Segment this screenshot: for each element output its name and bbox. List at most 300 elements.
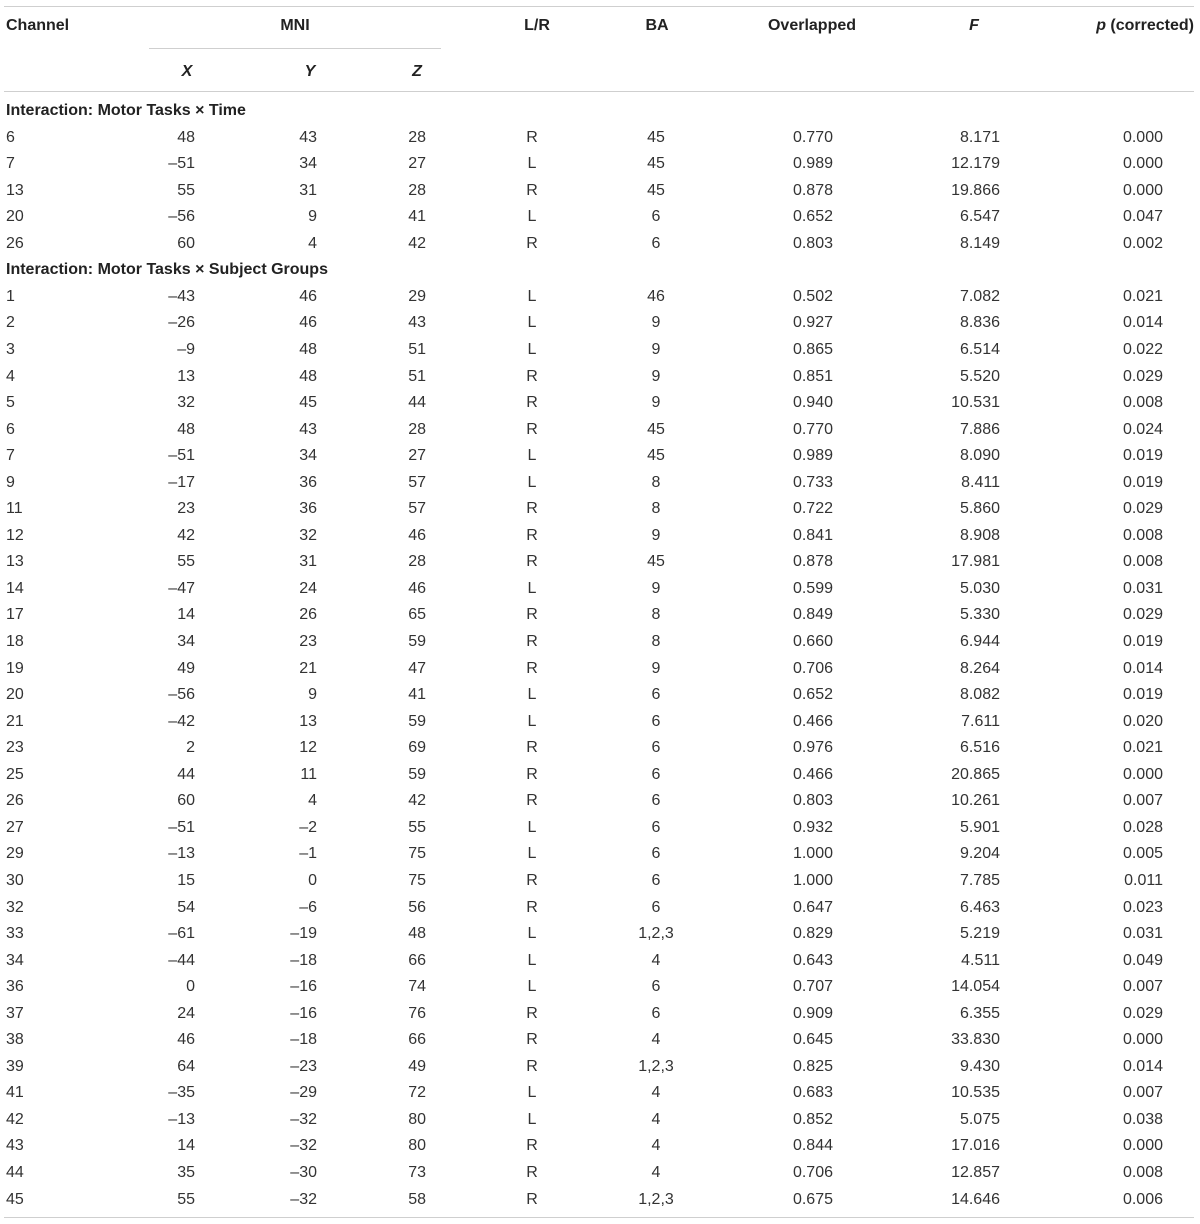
cell-overlapped: 0.909 [792,1004,833,1022]
cell-f: 8.264 [959,659,1000,677]
cell-overlapped: 0.722 [792,500,833,518]
cell-y: –16 [290,978,317,996]
cell-ba: 8 [651,473,661,491]
cell-lr: R [526,739,538,757]
cell-f: 8.411 [961,473,1000,491]
cell-lr: L [527,340,537,358]
cell-overlapped: 0.647 [792,898,833,916]
cell-channel: 36 [6,978,24,996]
cell-f: 10.535 [951,1084,1000,1102]
cell-ba: 1,2,3 [638,1057,674,1075]
cell-z: 51 [408,340,426,358]
cell-overlapped: 0.878 [792,553,833,571]
cell-lr: R [526,181,538,199]
cell-f: 8.149 [959,234,1000,252]
cell-z: 57 [408,500,426,518]
header-f: F [969,17,979,34]
cell-p: 0.021 [1122,287,1163,305]
cell-y: 24 [299,579,317,597]
cell-channel: 1 [6,287,15,305]
cell-channel: 38 [6,1031,24,1049]
cell-channel: 23 [6,739,24,757]
cell-x: 55 [177,181,195,199]
cell-lr: L [527,925,537,943]
cell-f: 12.179 [951,155,1000,173]
cell-z: 28 [408,553,426,571]
cell-p: 0.031 [1122,925,1163,943]
cell-ba: 6 [651,871,661,889]
cell-ba: 4 [651,1084,661,1102]
cell-y: 48 [299,340,317,358]
cell-z: 28 [408,420,426,438]
cell-y: –32 [290,1190,317,1208]
cell-lr: R [526,633,538,650]
cell-z: 59 [408,712,426,730]
cell-ba: 6 [651,234,661,252]
cell-p: 0.008 [1122,1164,1163,1181]
cell-f: 5.075 [959,1110,1000,1128]
cell-y: 43 [299,128,317,146]
cell-f: 6.514 [959,340,1000,358]
cell-overlapped: 0.803 [792,792,833,810]
cell-f: 4.511 [961,951,1000,969]
cell-y: 9 [308,208,317,226]
section-title: Interaction: Motor Tasks × Time [6,102,246,119]
cell-y: –18 [290,951,317,969]
cell-lr: R [526,394,538,412]
cell-y: –18 [290,1031,317,1049]
cell-ba: 6 [651,818,661,836]
cell-x: 60 [177,792,195,810]
cell-overlapped: 0.706 [792,659,833,677]
cell-channel: 41 [6,1084,24,1102]
cell-channel: 13 [6,553,24,571]
cell-overlapped: 0.706 [792,1164,833,1181]
cell-f: 8.836 [959,314,1000,332]
cell-lr: L [527,1084,537,1102]
cell-x: –47 [168,579,195,597]
cell-p: 0.029 [1122,606,1163,624]
cell-channel: 44 [6,1164,24,1181]
cell-y: –29 [290,1084,317,1102]
cell-z: 42 [408,234,426,252]
cell-lr: R [526,1057,538,1075]
cell-overlapped: 0.707 [792,978,833,996]
cell-z: 59 [408,765,426,783]
cell-overlapped: 0.502 [792,287,833,305]
cell-x: –51 [168,447,195,465]
cell-ba: 1,2,3 [638,1190,674,1208]
cell-z: 28 [408,128,426,146]
cell-z: 76 [408,1004,426,1022]
cell-lr: R [526,659,538,677]
cell-z: 43 [408,314,426,332]
cell-x: 60 [177,234,195,252]
cell-x: –51 [168,818,195,836]
cell-x: 49 [177,659,195,677]
cell-ba: 9 [651,314,661,332]
cell-z: 41 [408,208,426,226]
cell-y: 36 [299,473,317,491]
cell-channel: 12 [6,526,24,544]
cell-lr: R [526,420,538,438]
cell-p: 0.028 [1122,818,1163,836]
cell-ba: 9 [651,659,661,677]
cell-y: 43 [299,420,317,438]
cell-overlapped: 0.643 [792,951,833,969]
cell-y: 48 [299,367,317,385]
cell-z: 44 [408,394,426,412]
cell-z: 27 [408,155,426,173]
cell-x: –17 [168,473,195,491]
cell-lr: R [526,898,538,916]
cell-ba: 9 [651,579,661,597]
cell-f: 5.030 [959,579,1000,597]
cell-lr: L [527,845,537,863]
cell-x: –56 [168,686,195,704]
cell-y: –2 [299,818,317,836]
cell-y: 36 [299,500,317,518]
cell-overlapped: 0.989 [792,155,833,173]
cell-z: 42 [408,792,426,810]
cell-lr: L [527,818,537,836]
cell-p: 0.029 [1122,500,1163,518]
cell-x: 48 [177,128,195,146]
cell-x: –35 [168,1084,195,1102]
cell-ba: 45 [647,420,665,438]
cell-y: 46 [299,287,317,305]
cell-p: 0.019 [1122,447,1163,465]
cell-lr: R [526,553,538,571]
cell-f: 6.355 [959,1004,1000,1022]
cell-z: 65 [408,606,426,624]
cell-y: 4 [308,792,317,810]
cell-ba: 45 [647,155,665,173]
cell-x: –56 [168,208,195,226]
header-channel: Channel [6,17,70,34]
cell-lr: R [526,1190,538,1208]
cell-lr: L [527,473,537,491]
cell-channel: 21 [6,712,24,730]
cell-ba: 9 [651,367,661,385]
cell-p: 0.019 [1122,473,1163,491]
cell-z: 58 [408,1190,426,1208]
cell-ba: 45 [647,553,665,571]
cell-overlapped: 0.770 [792,128,833,146]
header-mni: MNI [280,17,310,34]
cell-f: 20.865 [951,765,1000,783]
cell-f: 7.082 [959,287,1000,305]
cell-channel: 3 [6,340,15,358]
cell-f: 5.860 [959,500,1000,518]
cell-ba: 4 [651,1031,661,1049]
cell-overlapped: 0.660 [792,633,833,650]
cell-lr: L [527,287,537,305]
cell-ba: 6 [651,686,661,704]
cell-p: 0.000 [1122,155,1163,173]
cell-ba: 8 [651,500,661,518]
cell-x: 64 [177,1057,195,1075]
cell-y: 46 [299,314,317,332]
cell-channel: 42 [6,1110,24,1128]
cell-lr: R [526,871,538,889]
cell-x: 48 [177,420,195,438]
mni-group-rule [149,48,441,49]
cell-lr: L [527,314,537,332]
cell-overlapped: 0.841 [792,526,833,544]
cell-f: 6.547 [959,208,1000,226]
cell-z: 49 [408,1057,426,1075]
cell-ba: 1,2,3 [638,925,674,943]
header-z: Z [412,63,422,80]
cell-y: –6 [299,898,317,916]
cell-ba: 6 [651,978,661,996]
cell-lr: L [527,686,537,704]
cell-overlapped: 0.865 [792,340,833,358]
cell-lr: R [526,1031,538,1049]
cell-z: 51 [408,367,426,385]
cell-z: 46 [408,526,426,544]
cell-ba: 4 [651,1137,661,1155]
cell-x: –51 [168,155,195,173]
cell-lr: L [527,155,537,173]
cell-f: 7.611 [961,712,1000,730]
cell-channel: 29 [6,845,24,863]
cell-lr: L [527,978,537,996]
cell-lr: R [526,500,538,518]
cell-z: 48 [408,925,426,943]
cell-lr: L [527,579,537,597]
cell-f: 17.981 [951,553,1000,571]
cell-p: 0.023 [1122,898,1163,916]
cell-lr: R [526,606,538,624]
cell-ba: 6 [651,712,661,730]
cell-channel: 18 [6,633,24,650]
cell-x: 14 [177,606,195,624]
cell-f: 6.516 [959,739,1000,757]
cell-y: –19 [290,925,317,943]
cell-ba: 4 [651,1110,661,1128]
cell-ba: 9 [651,340,661,358]
cell-channel: 30 [6,871,24,889]
cell-z: 75 [408,845,426,863]
cell-f: 6.463 [959,898,1000,916]
cell-x: –13 [168,845,195,863]
cell-p: 0.038 [1122,1110,1163,1128]
cell-lr: R [526,367,538,385]
cell-channel: 20 [6,686,24,704]
cell-z: 57 [408,473,426,491]
cell-p: 0.029 [1122,1004,1163,1022]
cell-y: 0 [308,871,317,889]
cell-lr: L [527,712,537,730]
header-overlapped: Overlapped [767,17,857,34]
cell-z: 80 [408,1137,426,1155]
cell-overlapped: 0.770 [792,420,833,438]
cell-f: 10.261 [951,792,1000,810]
cell-ba: 9 [651,394,661,412]
header-y: Y [304,63,316,80]
header-p-rest: (corrected) [1105,17,1194,34]
cell-y: –23 [290,1057,317,1075]
cell-overlapped: 0.803 [792,234,833,252]
cell-p: 0.024 [1122,420,1163,438]
cell-lr: R [526,792,538,810]
cell-z: 59 [408,633,426,650]
cell-x: 46 [177,1031,195,1049]
cell-overlapped: 0.825 [792,1057,833,1075]
cell-p: 0.021 [1122,739,1163,757]
cell-ba: 6 [651,792,661,810]
cell-lr: R [526,526,538,544]
cell-z: 80 [408,1110,426,1128]
cell-overlapped: 0.466 [792,712,833,730]
cell-y: 12 [299,739,317,757]
cell-y: –1 [299,845,317,863]
cell-p: 0.014 [1122,659,1163,677]
cell-z: 27 [408,447,426,465]
cell-y: 34 [299,447,317,465]
cell-overlapped: 0.976 [792,739,833,757]
cell-y: 31 [299,553,317,571]
cell-channel: 27 [6,818,24,836]
cell-channel: 43 [6,1137,24,1155]
cell-lr: L [527,208,537,226]
cell-overlapped: 0.844 [792,1137,833,1155]
cell-x: –61 [168,925,195,943]
cell-z: 74 [408,978,426,996]
cell-z: 56 [408,898,426,916]
cell-ba: 9 [651,526,661,544]
cell-ba: 45 [647,128,665,146]
cell-x: 23 [177,500,195,518]
cell-overlapped: 0.683 [792,1084,833,1102]
cell-overlapped: 0.599 [792,579,833,597]
cell-channel: 14 [6,579,24,597]
cell-ba: 6 [651,1004,661,1022]
cell-p: 0.022 [1122,340,1163,358]
cell-p: 0.000 [1122,128,1163,146]
header-p-italic: p [1096,17,1106,34]
table-bottom-rule [4,1217,1194,1218]
cell-x: 13 [177,367,195,385]
cell-lr: L [527,447,537,465]
cell-f: 8.908 [959,526,1000,544]
cell-ba: 6 [651,845,661,863]
cell-overlapped: 0.940 [792,394,833,412]
cell-x: 24 [177,1004,195,1022]
cell-lr: R [526,1137,538,1155]
cell-overlapped: 0.849 [792,606,833,624]
cell-y: 32 [299,526,317,544]
cell-x: 54 [177,898,195,916]
table-header-rule [4,91,1194,92]
cell-y: 31 [299,181,317,199]
cell-channel: 17 [6,606,24,624]
cell-f: 14.646 [951,1190,1000,1208]
cell-z: 41 [408,686,426,704]
header-lr: L/R [524,17,550,34]
cell-p: 0.019 [1122,633,1163,650]
cell-channel: 26 [6,792,24,810]
cell-f: 10.531 [951,394,1000,412]
cell-f: 5.219 [959,925,1000,943]
cell-ba: 8 [651,633,661,650]
cell-ba: 6 [651,208,661,226]
cell-channel: 20 [6,208,24,226]
cell-overlapped: 0.645 [792,1031,833,1049]
cell-ba: 45 [647,447,665,465]
cell-p: 0.007 [1122,792,1163,810]
cell-p: 0.008 [1122,526,1163,544]
cell-f: 8.082 [959,686,1000,704]
cell-channel: 19 [6,659,24,677]
cell-y: 45 [299,394,317,412]
cell-overlapped: 0.675 [792,1190,833,1208]
cell-f: 5.901 [959,818,1000,836]
cell-f: 9.204 [959,845,1000,863]
cell-x: –42 [168,712,195,730]
cell-z: 73 [408,1164,426,1181]
cell-y: 11 [300,765,317,783]
cell-overlapped: 1.000 [792,845,833,863]
cell-f: 5.520 [959,367,1000,385]
cell-p: 0.031 [1122,579,1163,597]
cell-channel: 13 [6,181,24,199]
cell-z: 55 [408,818,426,836]
cell-overlapped: 0.652 [792,686,833,704]
cell-ba: 45 [647,181,665,199]
cell-channel: 7 [6,155,15,173]
cell-ba: 8 [651,606,661,624]
cell-overlapped: 0.733 [792,473,833,491]
cell-channel: 37 [6,1004,24,1022]
cell-channel: 45 [6,1190,24,1208]
cell-channel: 6 [6,420,15,438]
cell-x: 2 [186,739,195,757]
cell-x: –43 [168,287,195,305]
cell-f: 8.090 [959,447,1000,465]
cell-z: 66 [408,1031,426,1049]
cell-channel: 26 [6,234,24,252]
cell-channel: 6 [6,128,15,146]
cell-overlapped: 0.989 [792,447,833,465]
cell-overlapped: 0.466 [792,765,833,783]
cell-overlapped: 0.851 [792,367,833,385]
cell-channel: 11 [6,500,23,518]
cell-f: 19.866 [951,181,1000,199]
cell-lr: R [526,234,538,252]
cell-z: 28 [408,181,426,199]
cell-f: 14.054 [951,978,1000,996]
cell-y: 21 [299,659,317,677]
header-x: X [181,63,193,80]
cell-f: 6.944 [959,633,1000,650]
cell-y: 26 [299,606,317,624]
cell-y: 4 [308,234,317,252]
cell-ba: 6 [651,739,661,757]
cell-f: 17.016 [951,1137,1000,1155]
cell-lr: L [527,951,537,969]
cell-channel: 7 [6,447,15,465]
cell-f: 33.830 [951,1031,1000,1049]
header-ba: BA [645,17,669,34]
cell-p: 0.011 [1124,871,1163,889]
cell-p: 0.020 [1122,712,1163,730]
cell-f: 8.171 [959,128,1000,146]
cell-overlapped: 0.932 [792,818,833,836]
cell-p: 0.002 [1122,234,1163,252]
